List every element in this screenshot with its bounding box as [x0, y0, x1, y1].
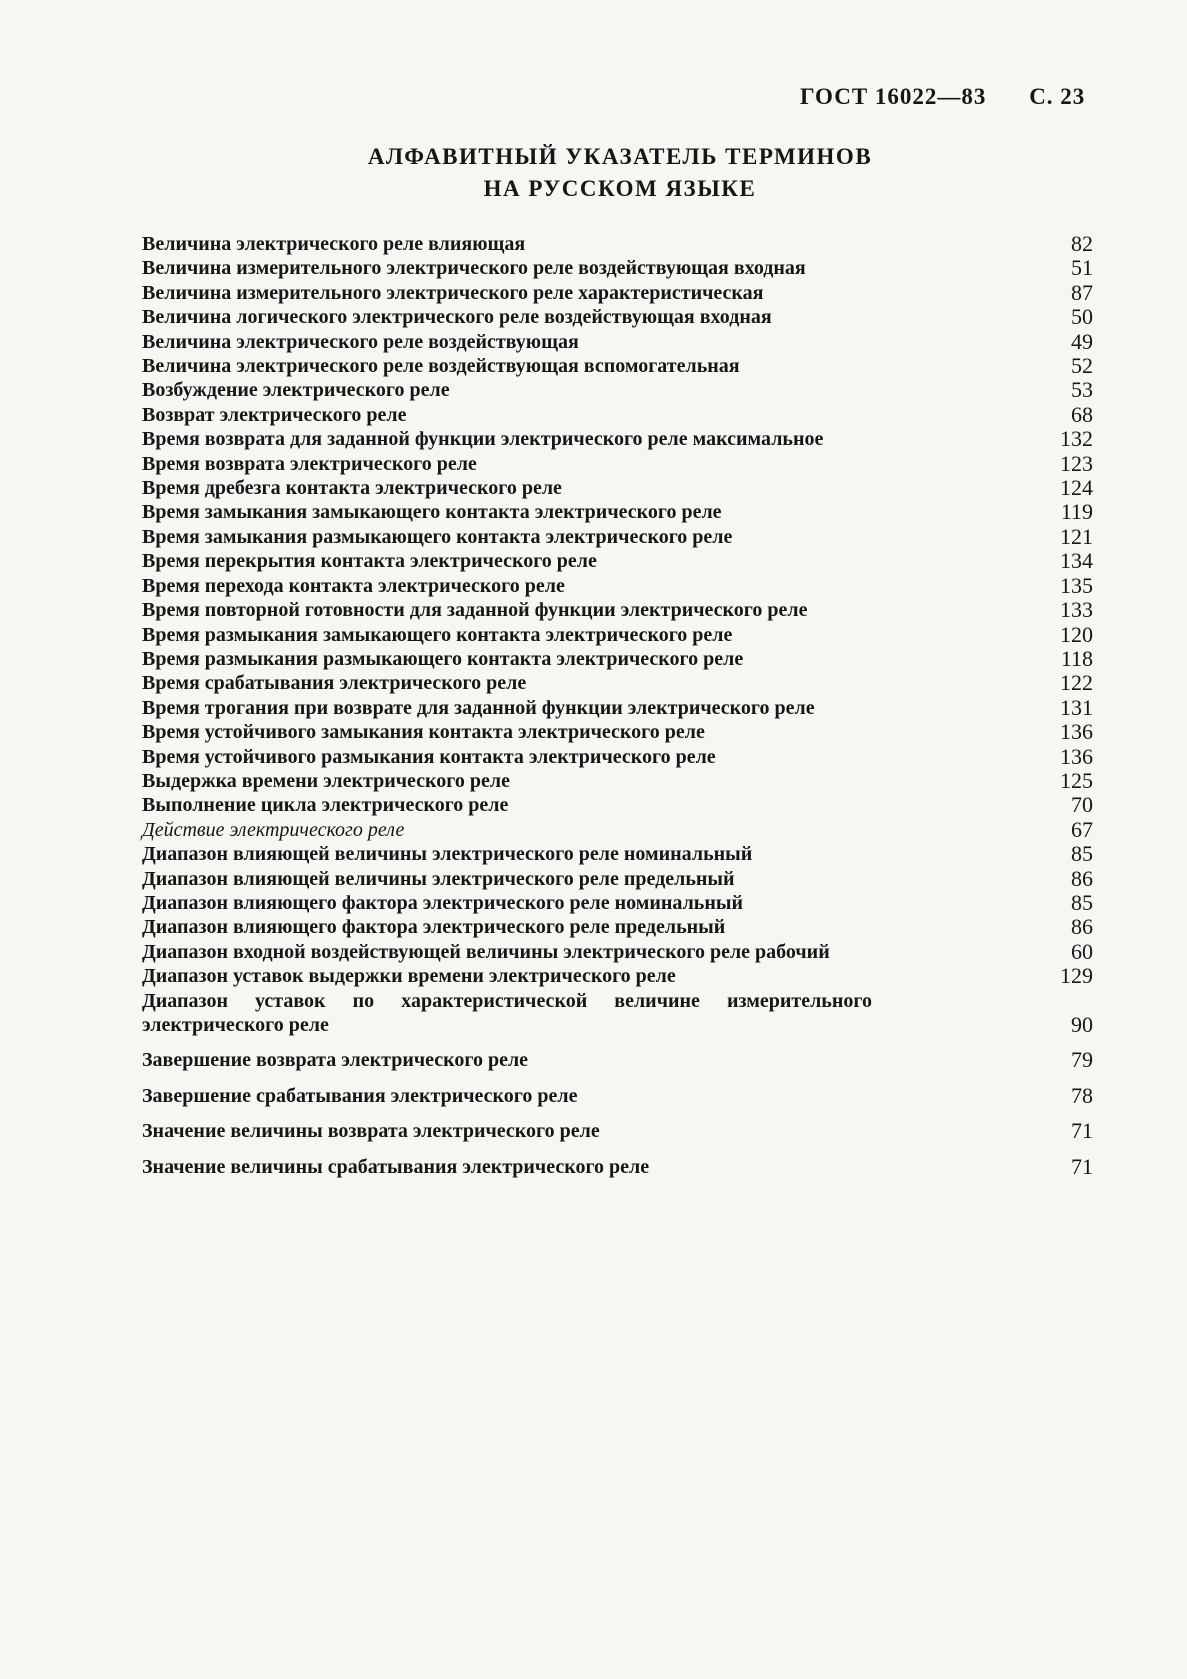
index-term: Выдержка времени электрического реле: [142, 769, 510, 792]
index-term: Время замыкания замыкающего контакта электрического реле: [142, 501, 722, 524]
index-entry: [142, 378, 1093, 402]
index-entry: [142, 842, 1093, 866]
index-page-ref: 79: [1071, 1047, 1093, 1073]
index-entry: [142, 525, 1093, 549]
index-entry: [142, 476, 1093, 500]
index-page-ref: 122: [1060, 670, 1093, 696]
index-term: Значение величины возврата электрического реле: [142, 1120, 600, 1143]
index-page-ref: 68: [1071, 401, 1093, 427]
index-entry: [142, 354, 1093, 378]
index-page-ref: 135: [1060, 572, 1093, 598]
index-entry: [142, 427, 1093, 451]
index-term: Величина измерительного электрического реле воздействующая входная: [142, 257, 806, 280]
index-page-ref: 82: [1071, 231, 1093, 256]
index-term: Время возврата электрического реле: [142, 452, 477, 475]
index-page-ref: 71: [1071, 1153, 1093, 1179]
index-entry: [142, 793, 1093, 817]
index-page-ref: 133: [1060, 597, 1093, 623]
index-page-ref: 51: [1071, 255, 1093, 281]
index-term: Время устойчивого размыкания контакта электрического реле: [142, 745, 716, 768]
index-page-ref: 86: [1071, 865, 1093, 891]
index-page-ref: 132: [1060, 426, 1093, 452]
index-term: Время размыкания замыкающего контакта электрического реле: [142, 623, 733, 646]
term-index-list: [142, 232, 1093, 1179]
page-header: [800, 84, 1100, 110]
index-page-ref: 78: [1071, 1082, 1093, 1108]
index-entry: [142, 1119, 1093, 1143]
index-entry: [142, 720, 1093, 744]
index-term: Время размыкания размыкающего контакта электрического реле: [142, 647, 744, 670]
page-number: С. 23: [1029, 84, 1086, 109]
index-page-ref: 90: [1071, 1012, 1093, 1037]
index-page-ref: 121: [1060, 523, 1093, 549]
index-term: Значение величины срабатывания электрического реле: [142, 1155, 650, 1178]
index-page-ref: 60: [1071, 938, 1093, 964]
index-entry: [142, 549, 1093, 573]
index-page-ref: 131: [1060, 694, 1093, 720]
index-entry: [142, 281, 1093, 305]
index-term: Выполнение цикла электрического реле: [142, 794, 509, 817]
index-entry: [142, 891, 1093, 915]
index-entry: [142, 623, 1093, 647]
index-entry: [142, 256, 1093, 280]
title-line-1: АЛФАВИТНЫЙ УКАЗАТЕЛЬ ТЕРМИНОВ: [367, 144, 873, 169]
index-term: Величина измерительного электрического реле характеристическая: [142, 281, 764, 304]
index-term: Диапазон влияющего фактора электрического реле номинальный: [142, 891, 744, 914]
index-entry: [142, 989, 1093, 1038]
index-term: Возврат электрического реле: [142, 403, 407, 426]
page-title: [340, 141, 900, 205]
index-entry: [142, 964, 1093, 988]
index-page-ref: 120: [1060, 621, 1093, 647]
index-entry: [142, 940, 1093, 964]
index-page-ref: 86: [1071, 914, 1093, 940]
index-entry: [142, 1155, 1093, 1179]
index-page-ref: 136: [1060, 719, 1093, 745]
index-term: Диапазон влияющей величины электрического реле номинальный: [142, 843, 753, 866]
index-entry: [142, 574, 1093, 598]
index-term: Время устойчивого замыкания контакта электрического реле: [142, 721, 705, 744]
index-term: Время дребезга контакта электрического реле: [142, 477, 562, 500]
index-entry: [142, 500, 1093, 524]
index-entry: [142, 818, 1093, 842]
index-page-ref: 118: [1060, 645, 1093, 671]
index-term: Завершение срабатывания электрического реле: [142, 1084, 578, 1107]
index-page-ref: 67: [1071, 816, 1093, 842]
index-entry: [142, 671, 1093, 695]
index-term: Время трогания при возврате для заданной функции электрического реле: [142, 696, 815, 719]
index-entry: [142, 403, 1093, 427]
index-term: Завершение возврата электрического реле: [142, 1049, 529, 1072]
index-page-ref: 70: [1071, 792, 1093, 818]
index-page-ref: 136: [1060, 743, 1093, 769]
index-entry: [142, 867, 1093, 891]
index-page-ref: 85: [1071, 841, 1093, 867]
index-term: Время перекрытия контакта электрического реле: [142, 550, 597, 573]
index-page-ref: 119: [1060, 499, 1093, 525]
index-entry: [142, 647, 1093, 671]
index-term: Диапазон влияющей величины электрического реле предельный: [142, 867, 735, 890]
index-term: Диапазон влияющего фактора электрического реле предельный: [142, 916, 726, 939]
index-term: Время повторной готовности для заданной функции электрического реле: [142, 599, 808, 622]
index-page-ref: 124: [1060, 475, 1093, 501]
index-page-ref: 123: [1060, 450, 1093, 476]
index-term: Диапазон уставок выдержки времени электрического реле: [142, 965, 676, 988]
index-term: Величина электрического реле влияющая: [142, 233, 526, 255]
index-page-ref: 129: [1060, 963, 1093, 989]
index-entry: [142, 330, 1093, 354]
index-term: Величина логического электрического реле воздействующая входная: [142, 306, 772, 329]
index-term: Диапазон уставок по характеристической величине измерительного электрического реле: [142, 989, 872, 1036]
index-term: Время возврата для заданной функции электрического реле максимальное: [142, 428, 824, 451]
index-page-ref: 52: [1071, 353, 1093, 379]
index-entry: [142, 696, 1093, 720]
index-entry: [142, 1084, 1093, 1108]
index-entry: [142, 769, 1093, 793]
index-term: Величина электрического реле воздействующая вспомогательная: [142, 355, 740, 378]
index-page-ref: 85: [1071, 889, 1093, 915]
index-term: Время срабатывания электрического реле: [142, 672, 527, 695]
index-entry: [142, 745, 1093, 769]
standard-number: ГОСТ 16022—83: [800, 84, 987, 109]
index-entry: [142, 598, 1093, 622]
index-term: Время перехода контакта электрического реле: [142, 574, 565, 597]
index-entry: [142, 915, 1093, 939]
index-page-ref: 50: [1071, 304, 1093, 330]
index-term: Время замыкания размыкающего контакта электрического реле: [142, 525, 733, 548]
index-entry: [142, 1048, 1093, 1072]
index-term: Величина электрического реле воздействующая: [142, 330, 579, 353]
index-term: Действие электрического реле: [142, 818, 405, 841]
index-term: Возбуждение электрического реле: [142, 379, 450, 402]
index-term: Диапазон входной воздействующей величины электрического реле рабочий: [142, 940, 830, 963]
index-page-ref: 125: [1060, 767, 1093, 793]
index-page-ref: 87: [1071, 279, 1093, 305]
index-page-ref: 134: [1060, 548, 1093, 574]
index-page-ref: 53: [1071, 377, 1093, 403]
index-entry: [142, 452, 1093, 476]
index-entry: [142, 232, 1093, 256]
index-entry: [142, 305, 1093, 329]
index-page-ref: 49: [1071, 328, 1093, 354]
title-line-2: НА РУССКОМ ЯЗЫКЕ: [483, 176, 757, 201]
index-page-ref: 71: [1071, 1118, 1093, 1144]
